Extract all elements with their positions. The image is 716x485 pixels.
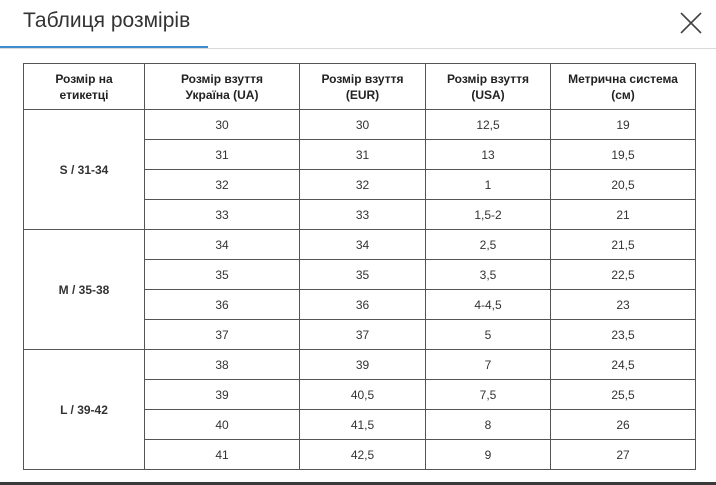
metric-cell: 25,5 (551, 380, 696, 410)
title-underline (0, 46, 208, 48)
header-metric: Метрична система (см) (551, 64, 696, 110)
eur-cell: 36 (300, 290, 426, 320)
header-eur-size: Розмір взуття (EUR) (300, 64, 426, 110)
eur-cell: 35 (300, 260, 426, 290)
eur-cell: 39 (300, 350, 426, 380)
dialog-header (0, 0, 716, 49)
dialog-title: Таблиця розмірів (23, 9, 191, 32)
size-table (23, 63, 696, 470)
metric-cell: 23 (551, 290, 696, 320)
ua-cell: 37 (145, 320, 300, 350)
ua-cell: 33 (145, 200, 300, 230)
metric-cell: 20,5 (551, 170, 696, 200)
metric-cell: 19 (551, 110, 696, 140)
ua-cell: 34 (145, 230, 300, 260)
ua-cell: 32 (145, 170, 300, 200)
eur-cell: 33 (300, 200, 426, 230)
usa-cell: 7 (426, 350, 551, 380)
ua-cell: 40 (145, 410, 300, 440)
header-label-size: Розмір на етикетці (24, 64, 145, 110)
usa-cell: 7,5 (426, 380, 551, 410)
table-row (24, 230, 696, 260)
ua-cell: 38 (145, 350, 300, 380)
ua-cell: 30 (145, 110, 300, 140)
metric-cell: 19,5 (551, 140, 696, 170)
metric-cell: 24,5 (551, 350, 696, 380)
ua-cell: 36 (145, 290, 300, 320)
eur-cell: 42,5 (300, 440, 426, 470)
eur-cell: 40,5 (300, 380, 426, 410)
usa-cell: 5 (426, 320, 551, 350)
size-table-container (23, 63, 696, 470)
eur-cell: 37 (300, 320, 426, 350)
metric-cell: 22,5 (551, 260, 696, 290)
metric-cell: 21,5 (551, 230, 696, 260)
eur-cell: 30 (300, 110, 426, 140)
table-row (24, 350, 696, 380)
ua-cell: 41 (145, 440, 300, 470)
size-label-cell: M / 35-38 (24, 230, 145, 350)
header-usa-size: Розмір взуття (USA) (426, 64, 551, 110)
usa-cell: 1 (426, 170, 551, 200)
eur-cell: 41,5 (300, 410, 426, 440)
usa-cell: 4-4,5 (426, 290, 551, 320)
ua-cell: 39 (145, 380, 300, 410)
close-icon (678, 10, 704, 36)
metric-cell: 26 (551, 410, 696, 440)
usa-cell: 9 (426, 440, 551, 470)
eur-cell: 31 (300, 140, 426, 170)
table-header-row (24, 64, 696, 110)
metric-cell: 21 (551, 200, 696, 230)
table-row (24, 110, 696, 140)
usa-cell: 13 (426, 140, 551, 170)
ua-cell: 35 (145, 260, 300, 290)
usa-cell: 8 (426, 410, 551, 440)
eur-cell: 34 (300, 230, 426, 260)
usa-cell: 2,5 (426, 230, 551, 260)
metric-cell: 23,5 (551, 320, 696, 350)
size-label-cell: S / 31-34 (24, 110, 145, 230)
eur-cell: 32 (300, 170, 426, 200)
usa-cell: 3,5 (426, 260, 551, 290)
ua-cell: 31 (145, 140, 300, 170)
close-button[interactable] (678, 10, 704, 36)
header-ua-size: Розмір взуття Україна (UA) (145, 64, 300, 110)
metric-cell: 27 (551, 440, 696, 470)
usa-cell: 1,5-2 (426, 200, 551, 230)
usa-cell: 12,5 (426, 110, 551, 140)
size-label-cell: L / 39-42 (24, 350, 145, 470)
